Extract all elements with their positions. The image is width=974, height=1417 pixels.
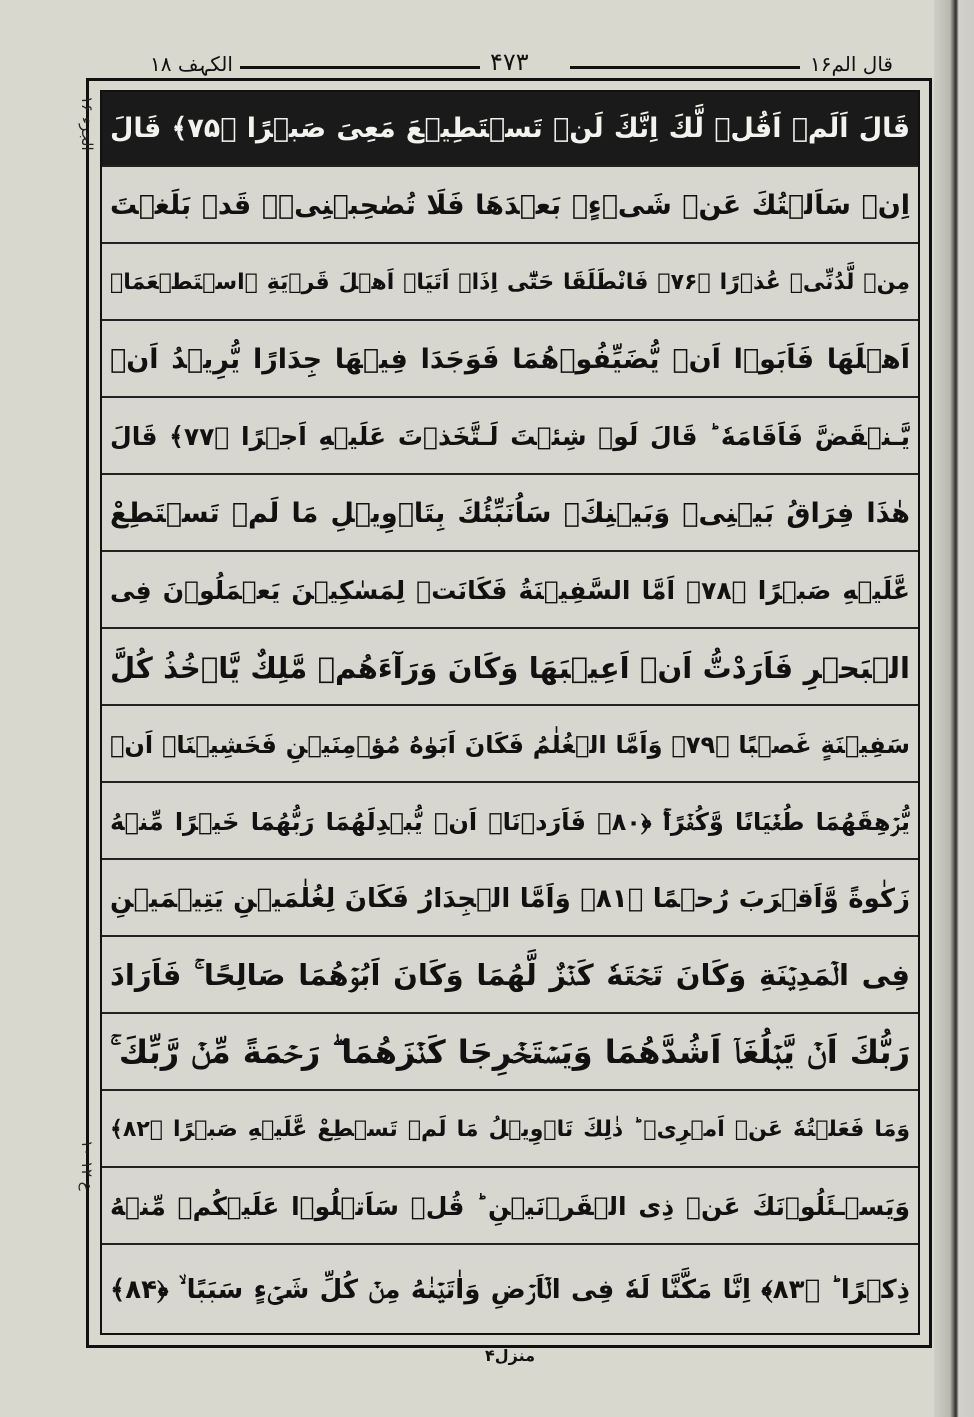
surah-name: الکہف ۱۸ — [150, 52, 233, 76]
text-line: رَبُّكَ اَنۡ يَّبۡلُغَاۤ اَشُدَّهُمَا وَيَسۡتَخۡرِجَا كَنۡزَهُمَا ۖ رَحۡمَةً مِّنۡ رَّبِّكَ‌ ۚ — [102, 1016, 918, 1091]
text-line: مِنۡ لَّدُنِّىۡ عُذۡرًا‏ ﴿۷۶﴾ فَانْطَلَقَا حَتّٰٓى اِذَاۤ اَتَيَاۤ اَهۡلَ قَرۡيَةِ ۨاسۡتَطۡعَمَاۤ — [102, 246, 918, 321]
juz-name: قال الم۱۶ — [810, 52, 893, 76]
text-line: زَكٰوةً وَّاَقۡرَبَ رُحۡمًا‏ ﴿۸۱﴾ وَاَمَّا الۡجِدَارُ فَكَانَ لِغُلٰمَيۡنِ يَتِيۡمَيۡنِ — [102, 862, 918, 937]
text-line: وَيَسۡـئَلُوۡنَكَ عَنۡ ذِى الۡقَرۡنَيۡنِ‌ ؕ قُلۡ سَاَتۡلُوۡا عَلَيۡكُمۡ مِّنۡهُ — [102, 1170, 918, 1245]
text-line: اَهۡلَهَا فَاَبَوۡا اَنۡ يُّضَيِّفُوۡهُمَا فَوَجَدَا فِيۡهَا جِدَارًا يُّرِيۡدُ اَنۡ — [102, 323, 918, 398]
text-line: ذِكۡرًا ؕ‏ ﴿۸۳﴾ اِنَّا مَكَّنَّا لَهٗ فِى الۡاَرۡضِ وَاٰتَيۡنٰهُ مِنۡ كُلِّ شَىۡءٍ سَبَبًا ۙ‏ ﴿۸۴﴾ — [110, 1274, 910, 1305]
text-line: عَّلَيۡهِ صَبۡرًا ﴿۷۸﴾ اَمَّا السَّفِيۡنَةُ فَكَانَتۡ لِمَسٰكِيۡنَ يَعۡمَلُوۡنَ فِى — [102, 554, 918, 629]
page-number: ۴۷۳ — [490, 48, 529, 76]
text-line: وَمَا فَعَلۡتُهٗ عَنۡ اَمۡرِىۡ‌ ؕ ذٰلِكَ تَاۡوِيۡلُ مَا لَمۡ تَسۡطِعْ عَّلَيۡهِ صَبۡرًا ﴿۸۲﴾ — [102, 1093, 918, 1168]
manzil-marker: منزل۴ — [484, 1346, 536, 1365]
text-line: فِى الۡمَدِيۡنَةِ وَكَانَ تَحۡتَهٗ كَنۡزٌ لَّهُمَا وَكَانَ اَبُوۡهُمَا صَالِحًا‌ ۚ فَاَرَادَ — [102, 939, 918, 1014]
book-spine — [934, 0, 974, 1417]
text-frame — [100, 90, 920, 1335]
ruku-marker: ۱۰ ع ۱۲ — [78, 1140, 96, 1191]
juz-marker: الجزء ۱۶ — [78, 96, 96, 151]
text-line: الۡبَحۡرِ فَاَرَدْتُّ اَنۡ اَعِيۡبَهَا وَكَانَ وَرَآءَهُمۡ مَّلِكٌ يَّاۡخُذُ كُلَّ — [102, 631, 918, 706]
header-rule-left — [240, 66, 480, 69]
text-line: يُّرۡهِقَهُمَا طُغۡيَانًا وَّكُفۡرًا‌ۚ ﴿۸۰﴾ فَاَرَدۡنَاۤ اَنۡ يُّبۡدِلَهُمَا رَبُّهُمَا خَيۡرًا مِّنۡهُ — [102, 785, 918, 860]
text-line: اِنۡ سَاَلۡتُكَ عَنۡ شَىۡءٍۢ بَعۡدَهَا فَلَا تُصٰحِبۡنِىۡ‌ۚ قَدۡ بَلَغۡتَ — [102, 169, 918, 244]
text-line: سَفِيۡنَةٍ غَصۡبًا‏ ﴿۷۹﴾ وَاَمَّا الۡغُلٰمُ فَكَانَ اَبَوٰهُ مُؤۡمِنَيۡنِ فَخَشِيۡنَاۤ اَنۡ — [102, 708, 918, 783]
text-line: يَّـنۡقَضَّ فَاَقَامَهٗ‌ ؕ قَالَ لَوۡ شِئۡتَ لَـتَّخَذۡتَ عَلَيۡهِ اَجۡرًا ﴿۷۷﴾ قَالَ — [102, 400, 918, 475]
text-line: هٰذَا فِرَاقُ بَيۡنِىۡ وَبَيۡنِكَ‌ۚ سَاُنَبِّئُكَ بِتَاۡوِيۡلِ مَا لَمۡ تَسۡتَطِعْ — [102, 477, 918, 552]
header-rule-right — [570, 66, 800, 69]
text-line: قَالَ اَلَمۡ اَقُلۡ لَّكَ اِنَّكَ لَنۡ تَسۡتَطِيۡعَ مَعِىَ صَبۡرًا ﴿۷۵﴾ قَالَ — [102, 92, 918, 167]
